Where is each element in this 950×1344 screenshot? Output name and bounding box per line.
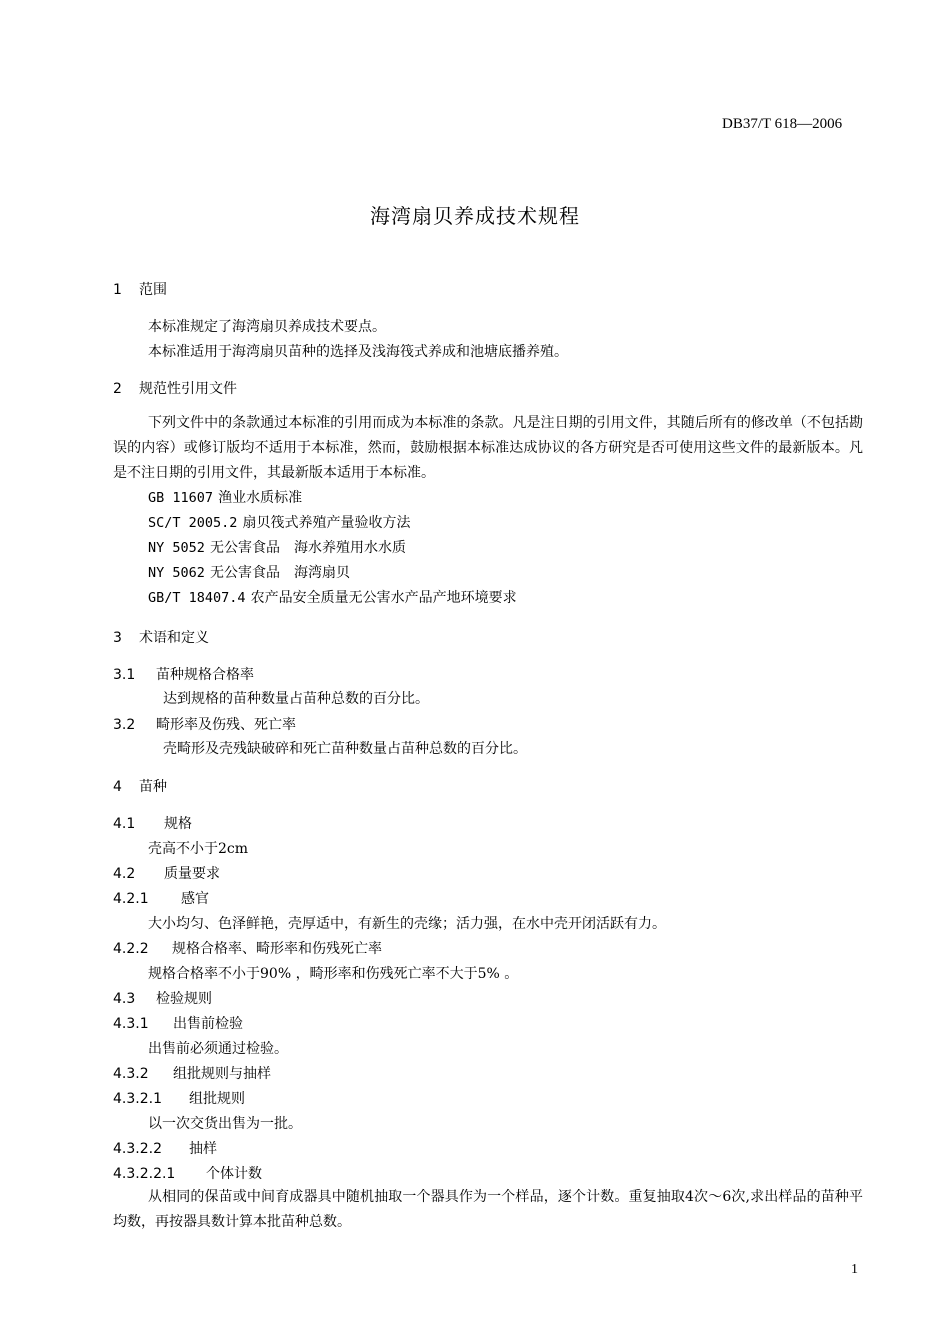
reference-item (148, 562, 350, 582)
section-number: 2 (113, 381, 122, 397)
term-definition: 达到规格的苗种数量占苗种总数的百分比。 (163, 691, 429, 707)
reference-code: GB/T 18407.4 (148, 590, 246, 606)
subsection-number: 4.1 (113, 816, 136, 832)
reference-code: SC/T 2005.2 (148, 515, 238, 531)
reference-title: 无公害食品 海湾扇贝 (210, 565, 350, 581)
subsection-title: 抽样 (189, 1141, 217, 1157)
subsection-4-2-heading (113, 863, 220, 883)
reference-title: 渔业水质标准 (218, 490, 303, 506)
term-title: 畸形率及伤残、死亡率 (156, 717, 296, 733)
subsection-4-3-1-heading (113, 1013, 243, 1033)
section-title: 规范性引用文件 (139, 381, 237, 397)
paragraph: 规格合格率不小于90% ，畸形率和伤残死亡率不大于5% 。 (148, 966, 519, 982)
subsection-title: 组批规则与抽样 (173, 1066, 271, 1082)
paragraph: 大小均匀、色泽鲜艳，壳厚适中，有新生的壳缘；活力强，在水中壳开闭活跃有力。 (148, 916, 666, 932)
page-title: 海湾扇贝养成技术规程 (370, 204, 580, 228)
term-3-1-heading (113, 664, 254, 684)
section-title: 范围 (139, 282, 167, 298)
subsection-number: 4.3.1 (113, 1016, 149, 1032)
term-title: 苗种规格合格率 (156, 667, 254, 683)
reference-title: 扇贝筏式养殖产量验收方法 (242, 515, 411, 531)
paragraph: 出售前必须通过检验。 (148, 1041, 288, 1057)
subsection-number: 4.3.2.2.1 (113, 1166, 176, 1182)
subsection-number: 4.2 (113, 866, 136, 882)
subsection-number: 4.3.2 (113, 1066, 149, 1082)
section-number: 4 (113, 779, 122, 795)
subsection-title: 出售前检验 (173, 1016, 243, 1032)
section-number: 3 (113, 630, 122, 646)
subsection-4-3-2-heading (113, 1063, 271, 1083)
subsection-4-2-2-heading (113, 938, 382, 958)
reference-code: NY 5052 (148, 540, 205, 556)
section-title: 术语和定义 (139, 630, 209, 646)
reference-title: 农产品安全质量无公害水产品产地环境要求 (250, 590, 517, 606)
subsection-4-3-2-2-1-heading (113, 1163, 262, 1183)
section-3-heading (113, 627, 209, 647)
paragraph: 以一次交货出售为一批。 (148, 1116, 302, 1132)
subsection-4-1-heading (113, 813, 192, 833)
section-4-heading (113, 776, 167, 796)
intro-paragraph: 下列文件中的条款通过本标准的引用而成为本标准的条款。凡是注日期的引用文件，其随后所有的修改单（不包括勘误的内容）或修订版均不适用于本标准，然而，鼓励根据本标准达成协议的各方研究是否可使用这些文件的最新版本。凡是不注日期的引用文件，其最新版本适用于本标准。 (113, 415, 863, 481)
term-number: 3.1 (113, 667, 136, 683)
paragraph: 从相同的保苗或中间育成器具中随机抽取一个器具作为一个样品，逐个计数。重复抽取4次～6次,求出样品的苗种平均数，再按器具数计算本批苗种总数。 (113, 1189, 863, 1230)
subsection-4-3-2-1-heading (113, 1088, 245, 1108)
subsection-4-2-1-heading (113, 888, 209, 908)
subsection-number: 4.3 (113, 991, 136, 1007)
subsection-number: 4.2.1 (113, 891, 149, 907)
subsection-title: 检验规则 (156, 991, 212, 1007)
reference-item (148, 512, 411, 532)
page-number: 1 (851, 1262, 858, 1277)
subsection-4-3-heading (113, 988, 212, 1008)
paragraph: 本标准规定了海湾扇贝养成技术要点。 (148, 319, 386, 335)
reference-title: 无公害食品 海水养殖用水水质 (210, 540, 406, 556)
reference-item (148, 587, 517, 607)
section-number: 1 (113, 282, 122, 298)
section-title: 苗种 (139, 779, 167, 795)
term-3-2-heading (113, 714, 296, 734)
subsection-number: 4.3.2.1 (113, 1091, 162, 1107)
subsection-title: 组批规则 (189, 1091, 245, 1107)
section-1-heading (113, 279, 167, 299)
subsection-number: 4.3.2.2 (113, 1141, 162, 1157)
term-number: 3.2 (113, 717, 136, 733)
section-2-heading (113, 378, 237, 398)
subsection-title: 感官 (181, 891, 209, 907)
paragraph: 本标准适用于海湾扇贝苗种的选择及浅海筏式养成和池塘底播养殖。 (148, 344, 568, 360)
subsection-4-3-2-2-heading (113, 1138, 217, 1158)
reference-item (148, 537, 406, 557)
document-code: DB37/T 618—2006 (722, 116, 843, 132)
reference-code: NY 5062 (148, 565, 205, 581)
subsection-title: 个体计数 (206, 1166, 262, 1182)
reference-code: GB 11607 (148, 490, 214, 506)
subsection-title: 规格 (164, 816, 192, 832)
term-definition: 壳畸形及壳残缺破碎和死亡苗种数量占苗种总数的百分比。 (163, 741, 527, 757)
subsection-number: 4.2.2 (113, 941, 149, 957)
paragraph: 壳高不小于2cm (148, 841, 249, 857)
subsection-title: 规格合格率、畸形率和伤残死亡率 (172, 941, 382, 957)
reference-item (148, 487, 302, 507)
subsection-title: 质量要求 (164, 866, 220, 882)
